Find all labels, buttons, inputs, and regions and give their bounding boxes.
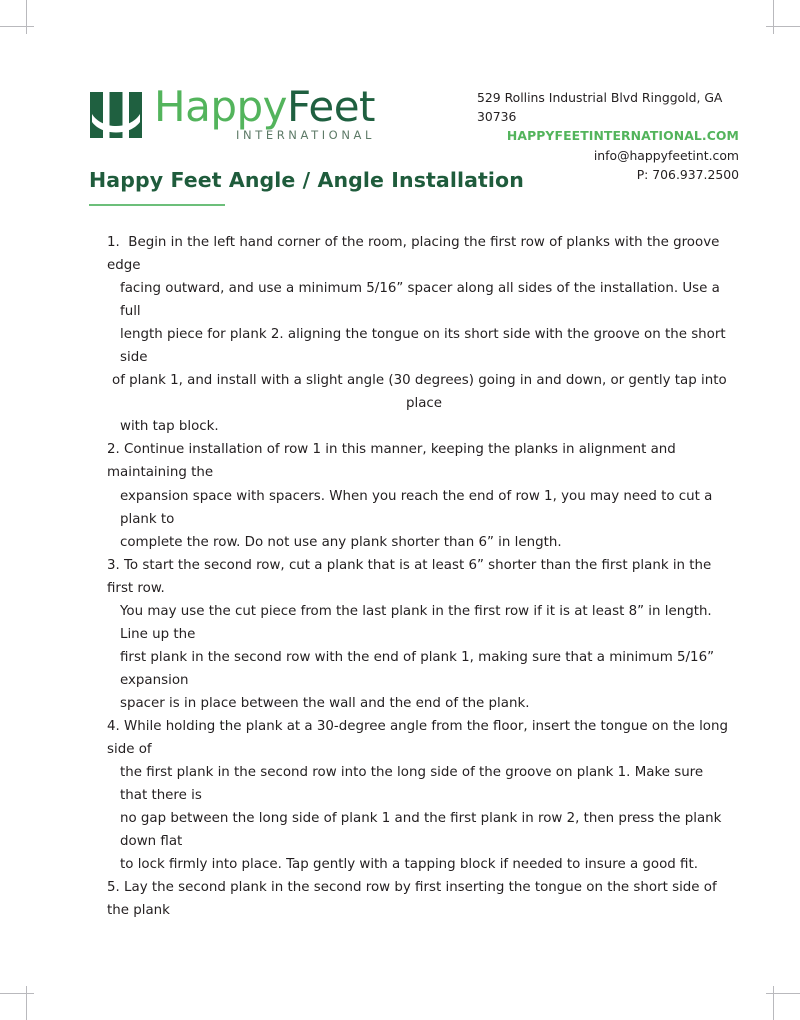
instruction-line: first plank in the second row with the end of plank 1, making sure that a minimum 5/16” xyxy=(120,649,715,665)
instruction-line: plank to xyxy=(120,511,175,527)
happyfeet-bars-smile-icon xyxy=(88,88,144,144)
instruction-line: length piece for plank 2. aligning the tongue on its short side with the groove on the short xyxy=(120,327,726,343)
instruction-line: no gap between the long side of plank 1 and the first plank in row 2, then press the plank xyxy=(120,811,722,827)
instruction-line: first row. xyxy=(107,580,165,596)
instruction-line: facing outward, and use a minimum 5/16” spacer along all sides of the installation. Use a xyxy=(120,281,720,297)
brand-name-happy: Happy xyxy=(154,82,287,131)
brand-name-feet: Feet xyxy=(287,82,376,131)
instruction-line: expansion space with spacers. When you reach the end of row 1, you may need to cut a xyxy=(120,488,713,504)
brand-tagline: INTERNATIONAL xyxy=(236,128,376,142)
instruction-line: down flat xyxy=(120,834,183,850)
instruction-line: Line up the xyxy=(120,626,196,642)
instruction-line: side xyxy=(120,350,148,366)
instruction-line: 3. To start the second row, cut a plank that is at least 6” shorter than the first plank in the xyxy=(107,557,712,573)
instruction-line: spacer is in place between the wall and the end of the plank. xyxy=(120,695,530,711)
instruction-line: place xyxy=(405,396,443,412)
instruction-line: that there is xyxy=(120,788,202,804)
instruction-line: expansion xyxy=(120,672,189,688)
title-underline-rule xyxy=(89,204,225,206)
instruction-line: the plank xyxy=(107,903,170,919)
instruction-line: side of xyxy=(107,742,152,758)
instruction-line: 4. While holding the plank at a 30-degree angle from the floor, insert the tongue on the long xyxy=(107,718,728,734)
instruction-line: the first plank in the second row into the long side of the groove on plank 1. Make sure xyxy=(120,765,704,781)
instruction-line: 1. Begin in the left hand corner of the room, placing the first row of planks with the groove xyxy=(107,235,720,250)
instruction-line: full xyxy=(120,304,141,320)
instruction-line: complete the row. Do not use any plank shorter than 6” in length. xyxy=(120,534,562,550)
instruction-line: 2. Continue installation of row 1 in this manner, keeping the planks in alignment and xyxy=(107,442,676,458)
contact-address: 529 Rollins Industrial Blvd Ringgold, GA 30736 xyxy=(477,90,723,125)
instruction-line: edge xyxy=(107,258,141,274)
instruction-line: You may use the cut piece from the last plank in the first row if it is at least 8” in length. xyxy=(120,603,712,619)
contact-website[interactable]: HAPPYFEETINTERNATIONAL.COM xyxy=(506,128,739,144)
brand-logo xyxy=(88,82,376,144)
instruction-line: of plank 1, and install with a slight angle (30 degrees) going in and down, or gently tap into xyxy=(112,373,727,389)
contact-phone: P: 706.937.2500 xyxy=(636,166,739,182)
contact-email[interactable]: info@happyfeetint.com xyxy=(593,147,739,163)
instruction-line: to lock firmly into place. Tap gently with a tapping block if needed to insure a good fit. xyxy=(120,857,698,873)
instruction-line: with tap block. xyxy=(120,419,219,435)
instruction-line: 5. Lay the second plank in the second row by first inserting the tongue on the short side of xyxy=(107,880,717,896)
instruction-line: maintaining the xyxy=(107,465,214,481)
instructions-body xyxy=(107,231,741,922)
page-title: Happy Feet Angle / Angle Installation xyxy=(89,168,524,192)
